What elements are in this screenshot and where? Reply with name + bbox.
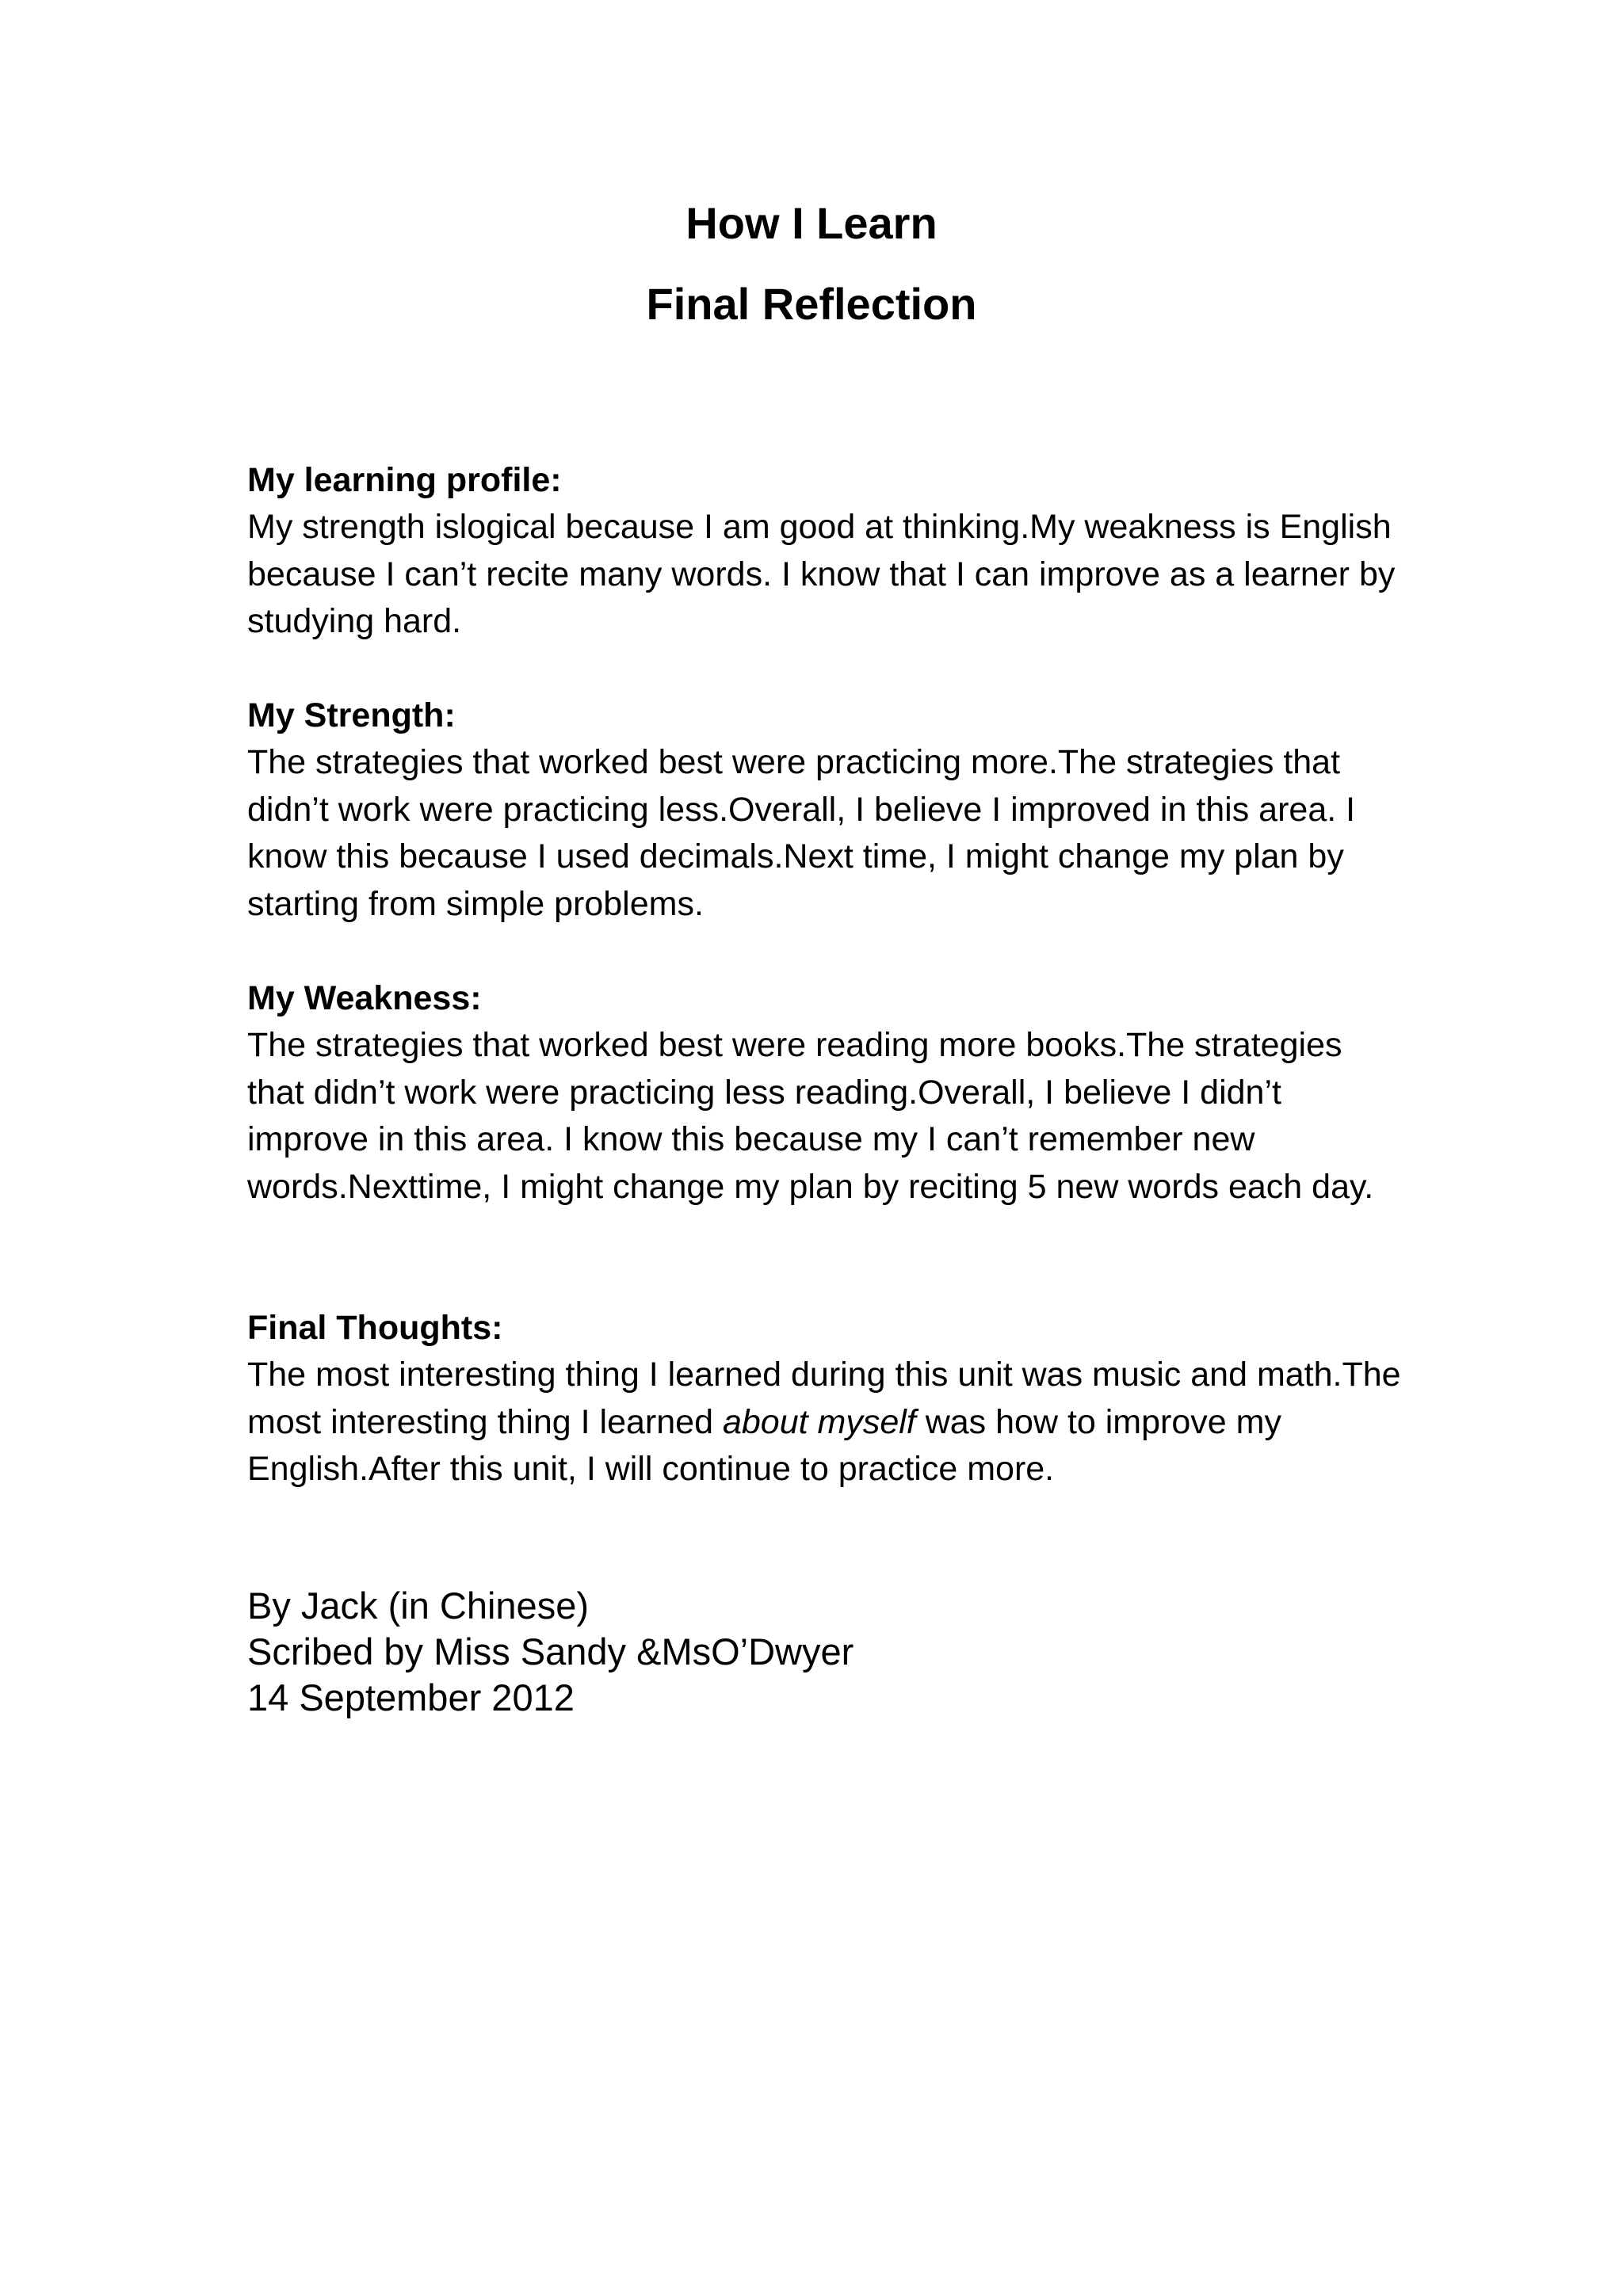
learning-profile-section (247, 456, 1404, 646)
strength-section (247, 692, 1404, 928)
weakness-heading: My Weakness: (247, 979, 482, 1017)
strength-body: The strategies that worked best were practicing more.The strategies that didn’t work were practicing less.Overall, I believe I improved in this area. I know this because I used decimals.Next time, I might change my plan by starting from simple problems. (247, 743, 1356, 923)
learning-profile-body: My strength islogical because I am good at thinking.My weakness is English because I can’t recite many words. I know that I can improve as a learner by studying hard. (247, 508, 1396, 640)
document-subtitle: Final Reflection (646, 279, 977, 329)
final-thoughts-body (247, 1352, 1404, 1493)
final-thoughts-heading: Final Thoughts: (247, 1309, 503, 1347)
author-line: By Jack (in Chinese) (247, 1585, 589, 1627)
strength-heading: My Strength: (247, 696, 456, 734)
final-thoughts-text-end: was how to improve my English.After this unit, I will continue to practice more. (247, 1402, 1281, 1488)
final-thoughts-section (247, 1304, 1404, 1493)
weakness-section (247, 974, 1404, 1211)
weakness-body: The strategies that worked best were reading more books.The strategies that didn’t work were practicing less reading.Overall, I believe I didn’t improve in this area. I know this because my I can’t remember new words.Nexttime, I might change my plan by reciting 5 new words each day. (247, 1026, 1374, 1206)
scribes-line: Scribed by Miss Sandy &MsO’Dwyer (247, 1630, 854, 1672)
final-thoughts-text-start: The most interesting thing I learned during this unit was music and math.The most interesting thing I learned (247, 1356, 1401, 1441)
learning-profile-heading: My learning profile: (247, 461, 562, 499)
final-thoughts-emphasis: about myself (722, 1402, 916, 1441)
document-title: How I Learn (685, 198, 938, 248)
byline (247, 1583, 854, 1721)
date-line: 14 September 2012 (247, 1676, 575, 1718)
